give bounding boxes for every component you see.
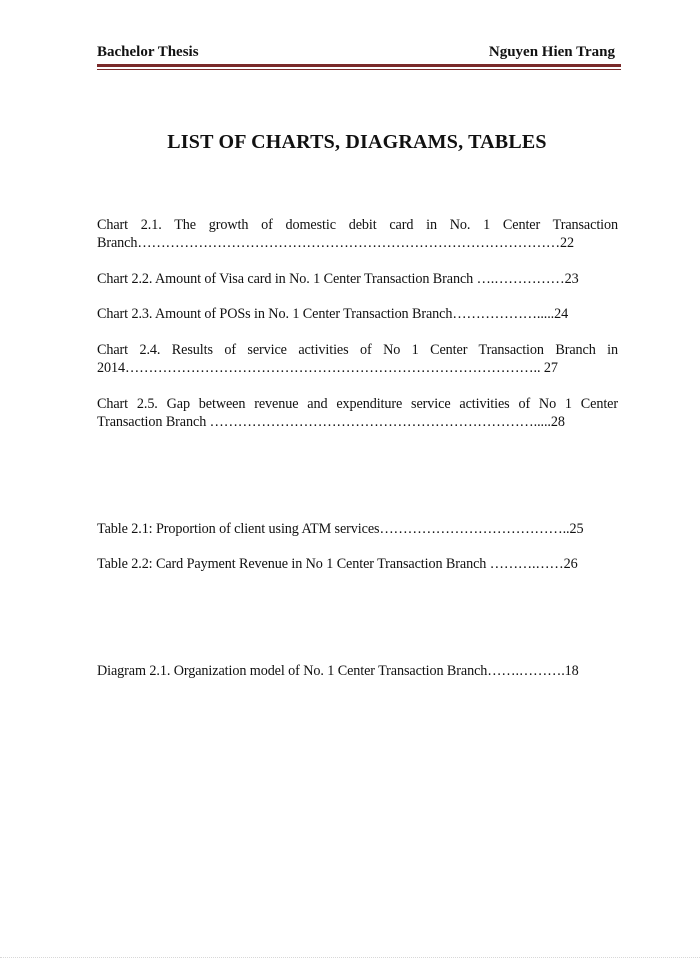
page-bottom-border <box>0 957 700 958</box>
header-rule-thin <box>97 69 621 70</box>
list-item-chart-2-3: Chart 2.3. Amount of POSs in No. 1 Center Transaction Branch……………….....24 <box>97 306 569 322</box>
list-item-chart-2-4: Chart 2.4. Results of service activities of No 1 Center Transaction Branch in 2014…………………………………………………………………………….. 27 <box>97 342 618 376</box>
header-left-text: Bachelor Thesis <box>97 44 199 60</box>
header-rule-thick <box>97 64 621 67</box>
page-header <box>97 44 621 62</box>
header-right-text: Nguyen Hien Trang <box>488 44 615 60</box>
list-item-table-2-1: Table 2.1: Proportion of client using ATM services…………………………………..25 <box>97 521 584 537</box>
list-item-diagram-2-1: Diagram 2.1. Organization model of No. 1 Center Transaction Branch…….……….18 <box>97 663 579 679</box>
list-item-chart-2-2: Chart 2.2. Amount of Visa card in No. 1 Center Transaction Branch ….……………23 <box>97 271 579 287</box>
list-item-chart-2-1: Chart 2.1. The growth of domestic debit card in No. 1 Center Transaction Branch………………………………………………………………………………22 <box>97 217 618 251</box>
page-title: LIST OF CHARTS, DIAGRAMS, TABLES <box>167 131 547 153</box>
list-item-chart-2-5: Chart 2.5. Gap between revenue and expenditure service activities of No 1 Center Transaction Branch …………………………………………………………….....28 <box>97 396 618 430</box>
list-item-table-2-2: Table 2.2: Card Payment Revenue in No 1 Center Transaction Branch ……….……26 <box>97 556 578 572</box>
